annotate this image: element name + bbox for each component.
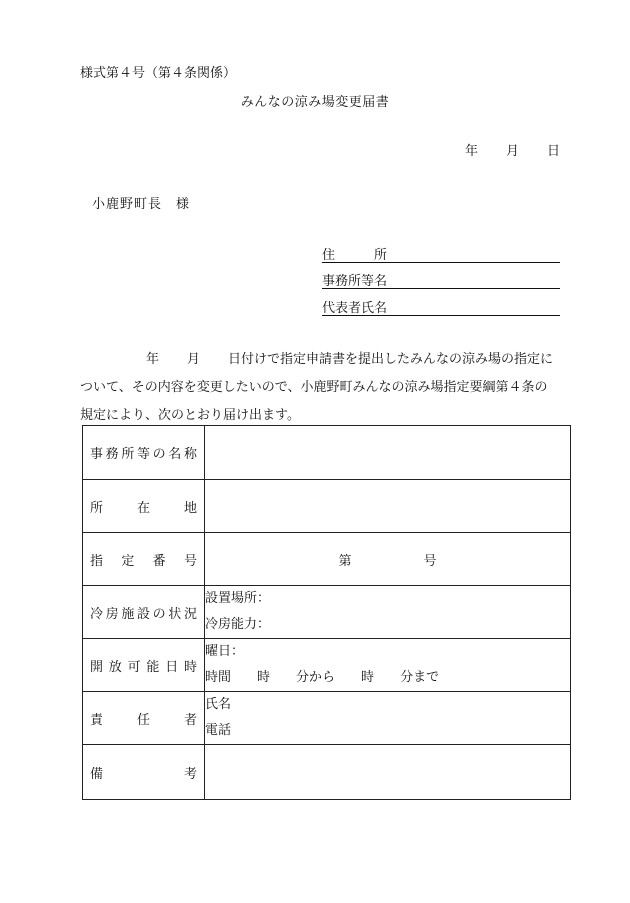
label-char: 定 xyxy=(121,553,135,569)
table-row-responsible-person xyxy=(83,692,571,745)
value-designation-number[interactable] xyxy=(205,533,571,586)
table-row-location xyxy=(83,480,571,533)
label-char: 開 xyxy=(90,659,104,675)
label-char: 備 xyxy=(90,766,104,782)
label-char: 番 xyxy=(152,553,166,569)
signature-address-field[interactable] xyxy=(322,244,560,263)
signature-address-label: 住 所 xyxy=(322,248,388,263)
label-char: 称 xyxy=(183,447,197,462)
value-responsible-person[interactable] xyxy=(205,692,571,745)
value-cooling-facility[interactable] xyxy=(205,586,571,639)
body-month: 月 xyxy=(187,352,201,367)
change-notification-table xyxy=(82,425,571,800)
label-char: 状 xyxy=(168,606,182,622)
designation-suffix: 号 xyxy=(423,553,437,569)
time-hour-from: 時 xyxy=(257,670,271,685)
label-char: 況 xyxy=(183,606,197,622)
label-char: 号 xyxy=(183,553,197,569)
body-line-3: 規定により、次のとおり届け出ます。 xyxy=(80,408,300,423)
date-day: 日 xyxy=(547,144,561,159)
body-line-1-rest: 日付けで指定申請書を提出したみんなの涼み場の指定に xyxy=(228,352,554,367)
label-char: 等 xyxy=(136,447,150,462)
table-row-remarks xyxy=(83,745,571,800)
label-char: 能 xyxy=(146,659,160,675)
label-char: 可 xyxy=(127,659,141,675)
body-year: 年 xyxy=(146,352,160,367)
label-open-hours xyxy=(83,656,204,675)
responsible-phone-line: 電話 xyxy=(205,723,232,738)
time-minute-to: 分まで xyxy=(400,670,440,685)
form-number: 様式第４号（第４条関係） xyxy=(80,66,237,81)
value-remarks[interactable] xyxy=(205,745,571,800)
signature-representative-label: 代表者氏名 xyxy=(322,301,388,316)
responsible-name-line: 氏名 xyxy=(205,697,232,712)
label-char: 務 xyxy=(105,447,119,462)
label-char: 考 xyxy=(183,766,197,782)
value-open-hours[interactable] xyxy=(205,639,571,692)
label-char: 冷 xyxy=(90,606,104,622)
time-label: 時間 xyxy=(205,670,232,685)
label-char: 地 xyxy=(183,500,197,516)
addressee: 小鹿野町長 様 xyxy=(92,197,191,212)
date-line xyxy=(465,140,560,159)
table-row-office-name xyxy=(83,426,571,480)
body-line-1 xyxy=(80,348,580,367)
label-char: 事 xyxy=(90,447,104,462)
label-location xyxy=(83,497,204,516)
cooling-location-line: 設置場所： xyxy=(205,591,271,606)
label-char: の xyxy=(152,447,166,462)
date-month: 月 xyxy=(506,144,520,159)
label-char: 施 xyxy=(121,606,135,622)
label-char: 所 xyxy=(121,447,135,462)
table-row-open-hours xyxy=(83,639,571,692)
label-char: 房 xyxy=(105,606,119,622)
date-year: 年 xyxy=(465,144,479,159)
label-char: 責 xyxy=(90,712,104,728)
label-char: 所 xyxy=(90,500,104,516)
cooling-capacity-line: 冷房能力： xyxy=(205,617,271,632)
signature-office-label: 事務所等名 xyxy=(322,274,388,289)
designation-prefix: 第 xyxy=(338,553,352,569)
body-line-2: ついて、その内容を変更したいので、小鹿野町みんなの涼み場指定要綱第４条の xyxy=(80,380,548,395)
time-hour-to: 時 xyxy=(361,670,375,685)
signature-representative-field[interactable] xyxy=(322,297,560,316)
label-designation-number xyxy=(83,550,204,569)
value-office-name[interactable] xyxy=(205,426,571,480)
label-char: 放 xyxy=(108,659,122,675)
label-office-name xyxy=(83,443,204,462)
label-char: 時 xyxy=(183,659,197,675)
open-time-line xyxy=(205,665,570,691)
value-location[interactable] xyxy=(205,480,571,533)
label-responsible-person xyxy=(83,709,204,728)
label-char: 日 xyxy=(165,659,179,675)
table-row-designation-number xyxy=(83,533,571,586)
label-char: 指 xyxy=(90,553,104,569)
label-char: 在 xyxy=(136,500,150,516)
label-cooling-facility xyxy=(83,603,204,622)
label-char: 設 xyxy=(136,606,150,622)
document-title: みんなの涼み場変更届書 xyxy=(240,95,390,110)
signature-office-field[interactable] xyxy=(322,270,560,289)
label-char: 任 xyxy=(136,712,150,728)
label-char: 者 xyxy=(183,712,197,728)
label-remarks xyxy=(83,763,204,782)
label-char: 名 xyxy=(168,447,182,462)
table-row-cooling-facility xyxy=(83,586,571,639)
label-char: の xyxy=(152,606,166,622)
time-minute-from: 分から xyxy=(296,670,336,685)
open-days-line: 曜日： xyxy=(205,644,245,659)
